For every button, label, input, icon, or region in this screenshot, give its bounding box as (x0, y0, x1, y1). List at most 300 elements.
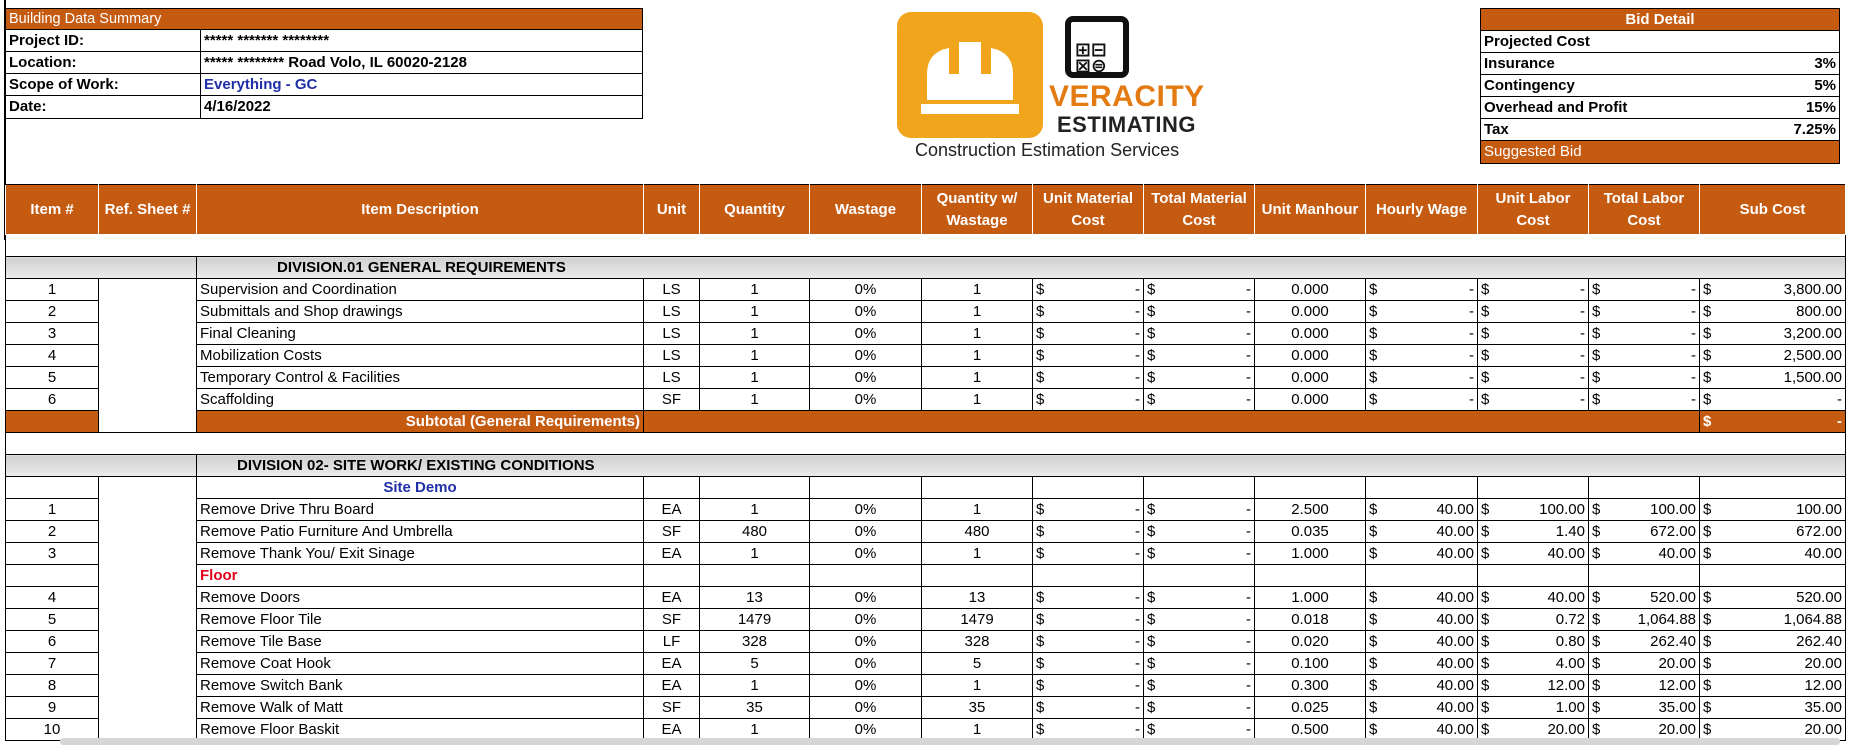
total-labor-cost-cell[interactable] (1589, 521, 1700, 543)
hourly-wage-cell[interactable] (1366, 675, 1478, 697)
hourly-wage-cell[interactable] (1366, 301, 1478, 323)
subtotal-pad[interactable] (6, 411, 99, 433)
unit-labor-cost-cell[interactable] (1478, 697, 1589, 719)
site-demo-heading[interactable]: Site Demo (197, 477, 644, 499)
unit-material-cost-cell[interactable] (1033, 609, 1144, 631)
unit-cell[interactable]: LS (644, 323, 700, 345)
hourly-wage-cell[interactable] (1366, 345, 1478, 367)
unit-material-cost-cell[interactable] (1033, 653, 1144, 675)
unit-cell[interactable]: EA (644, 675, 700, 697)
quantity-with-wastage-cell[interactable]: 1 (922, 279, 1033, 301)
item-number-cell[interactable]: 9 (6, 697, 99, 719)
sub-cost-cell[interactable] (1700, 697, 1846, 719)
empty-cell[interactable] (1366, 477, 1478, 499)
currency-symbol: $ (1036, 324, 1045, 342)
unit-cell[interactable]: EA (644, 543, 700, 565)
item-number-cell[interactable]: 2 (6, 521, 99, 543)
floor-heading[interactable]: Floor (197, 565, 644, 587)
amount: - (1246, 346, 1251, 364)
currency-value (1481, 324, 1585, 344)
unit-cell[interactable]: SF (644, 389, 700, 411)
empty-cell[interactable] (1589, 477, 1700, 499)
item-number-cell[interactable]: 6 (6, 389, 99, 411)
total-labor-cost-cell[interactable] (1589, 499, 1700, 521)
quantity-with-wastage-cell[interactable]: 1 (922, 719, 1033, 741)
sub-cost-cell[interactable] (1700, 323, 1846, 345)
wastage-cell[interactable]: 0% (810, 719, 922, 741)
unit-cell[interactable]: EA (644, 587, 700, 609)
hourly-wage-cell[interactable] (1366, 323, 1478, 345)
unit-labor-cost-cell[interactable] (1478, 301, 1589, 323)
unit-cell[interactable]: LF (644, 631, 700, 653)
unit-labor-cost-cell[interactable] (1478, 675, 1589, 697)
column-header[interactable]: Wastage (810, 185, 922, 235)
unit-manhour-cell[interactable]: 0.000 (1255, 323, 1366, 345)
sub-cost-cell[interactable] (1700, 521, 1846, 543)
unit-manhour-cell[interactable]: 0.000 (1255, 301, 1366, 323)
total-labor-cost-cell[interactable] (1589, 543, 1700, 565)
quantity-cell[interactable]: 1 (700, 543, 810, 565)
sub-cost-cell[interactable] (1700, 279, 1846, 301)
unit-labor-cost-cell[interactable] (1478, 521, 1589, 543)
total-material-cost-cell[interactable] (1144, 499, 1255, 521)
empty-cell[interactable] (1366, 565, 1478, 587)
column-header[interactable]: Quantity (700, 185, 810, 235)
quantity-with-wastage-cell[interactable]: 1 (922, 301, 1033, 323)
item-number-cell[interactable] (6, 477, 99, 499)
sub-cost-cell[interactable] (1700, 499, 1846, 521)
total-labor-cost-cell[interactable] (1589, 587, 1700, 609)
quantity-with-wastage-cell[interactable]: 1 (922, 367, 1033, 389)
column-header[interactable]: Unit Material Cost (1033, 185, 1144, 235)
ref-sheet-cell[interactable] (99, 653, 197, 675)
wastage-cell[interactable]: 0% (810, 301, 922, 323)
summary-value[interactable]: 4/16/2022 (204, 98, 271, 115)
hourly-wage-cell[interactable] (1366, 521, 1478, 543)
unit-manhour-cell[interactable]: 1.000 (1255, 543, 1366, 565)
quantity-cell[interactable]: 480 (700, 521, 810, 543)
total-labor-cost-cell[interactable] (1589, 697, 1700, 719)
ref-sheet-cell[interactable] (99, 389, 197, 411)
total-labor-cost-cell[interactable] (1589, 631, 1700, 653)
ref-sheet-cell[interactable] (99, 323, 197, 345)
description-cell[interactable]: Remove Doors (197, 587, 644, 609)
total-material-cost-cell[interactable] (1144, 389, 1255, 411)
empty-cell[interactable] (1700, 565, 1846, 587)
ref-sheet-cell[interactable] (99, 675, 197, 697)
unit-manhour-cell[interactable]: 0.000 (1255, 367, 1366, 389)
unit-material-cost-cell[interactable] (1033, 543, 1144, 565)
currency-value (1369, 302, 1474, 322)
amount: - (1246, 280, 1251, 298)
currency-value (1481, 346, 1585, 366)
wastage-cell[interactable]: 0% (810, 323, 922, 345)
hourly-wage-cell[interactable] (1366, 279, 1478, 301)
total-material-cost-cell[interactable] (1144, 301, 1255, 323)
unit-manhour-cell[interactable]: 0.100 (1255, 653, 1366, 675)
empty-cell[interactable] (1144, 565, 1255, 587)
unit-material-cost-cell[interactable] (1033, 323, 1144, 345)
currency-value (1369, 390, 1474, 410)
currency-value (1703, 588, 1842, 608)
unit-manhour-cell[interactable]: 0.500 (1255, 719, 1366, 741)
unit-labor-cost-cell[interactable] (1478, 653, 1589, 675)
description-cell[interactable]: Supervision and Coordination (197, 279, 644, 301)
unit-labor-cost-cell[interactable] (1478, 609, 1589, 631)
description-cell[interactable]: Scaffolding (197, 389, 644, 411)
quantity-cell[interactable]: 1 (700, 719, 810, 741)
quantity-cell[interactable]: 1 (700, 323, 810, 345)
unit-manhour-cell[interactable]: 0.025 (1255, 697, 1366, 719)
empty-cell[interactable] (1033, 477, 1144, 499)
item-number-cell[interactable] (6, 565, 99, 587)
empty-cell[interactable] (922, 565, 1033, 587)
sub-cost-cell[interactable] (1700, 675, 1846, 697)
description-cell[interactable]: Remove Floor Baskit (197, 719, 644, 741)
quantity-cell[interactable]: 1 (700, 675, 810, 697)
column-header[interactable]: Item # (6, 185, 99, 235)
bid-value[interactable]: 15% (1805, 99, 1836, 116)
unit-cell[interactable]: EA (644, 499, 700, 521)
quantity-with-wastage-cell[interactable]: 1 (922, 389, 1033, 411)
ref-sheet-cell[interactable] (99, 565, 197, 587)
unit-material-cost-cell[interactable] (1033, 345, 1144, 367)
unit-cell[interactable]: EA (644, 719, 700, 741)
sub-cost-cell[interactable] (1700, 367, 1846, 389)
currency-value (1592, 280, 1696, 300)
unit-manhour-cell[interactable]: 1.000 (1255, 587, 1366, 609)
unit-cell[interactable]: SF (644, 697, 700, 719)
item-number-cell[interactable]: 6 (6, 631, 99, 653)
currency-symbol: $ (1481, 522, 1490, 540)
sub-cost-cell[interactable] (1700, 543, 1846, 565)
unit-cell[interactable]: LS (644, 279, 700, 301)
empty-cell[interactable] (1700, 477, 1846, 499)
item-number-cell[interactable]: 5 (6, 609, 99, 631)
description-cell[interactable]: Submittals and Shop drawings (197, 301, 644, 323)
ref-sheet-cell[interactable] (99, 345, 197, 367)
quantity-with-wastage-cell[interactable]: 1 (922, 675, 1033, 697)
description-cell[interactable]: Remove Patio Furniture And Umbrella (197, 521, 644, 543)
ref-sheet-cell[interactable] (99, 477, 197, 499)
quantity-cell[interactable]: 13 (700, 587, 810, 609)
empty-cell[interactable] (810, 565, 922, 587)
unit-material-cost-cell[interactable] (1033, 675, 1144, 697)
ref-sheet-cell[interactable] (99, 543, 197, 565)
wastage-cell[interactable]: 0% (810, 587, 922, 609)
ref-sheet-cell[interactable] (99, 367, 197, 389)
column-header[interactable]: Hourly Wage (1366, 185, 1478, 235)
unit-manhour-cell[interactable]: 0.000 (1255, 279, 1366, 301)
wastage-cell[interactable]: 0% (810, 521, 922, 543)
unit-labor-cost-cell[interactable] (1478, 631, 1589, 653)
wastage-cell[interactable]: 0% (810, 543, 922, 565)
item-number-cell[interactable]: 10 (6, 719, 99, 741)
currency-symbol: $ (1369, 676, 1378, 694)
quantity-with-wastage-cell[interactable]: 480 (922, 521, 1033, 543)
empty-cell[interactable] (1144, 477, 1255, 499)
description-cell[interactable]: Temporary Control & Facilities (197, 367, 644, 389)
total-material-cost-cell[interactable] (1144, 323, 1255, 345)
item-number-cell[interactable]: 4 (6, 587, 99, 609)
total-labor-cost-cell[interactable] (1589, 323, 1700, 345)
sub-cost-cell[interactable] (1700, 345, 1846, 367)
wastage-cell[interactable]: 0% (810, 279, 922, 301)
hourly-wage-cell[interactable] (1366, 587, 1478, 609)
unit-cell[interactable]: SF (644, 521, 700, 543)
empty-cell[interactable] (1589, 565, 1700, 587)
summary-value[interactable]: ***** ******* ******** (204, 32, 330, 49)
unit-material-cost-cell[interactable] (1033, 389, 1144, 411)
wastage-cell[interactable]: 0% (810, 631, 922, 653)
total-material-cost-cell[interactable] (1144, 345, 1255, 367)
item-number-cell[interactable]: 1 (6, 499, 99, 521)
quantity-cell[interactable]: 1 (700, 301, 810, 323)
quantity-cell[interactable]: 1 (700, 499, 810, 521)
wastage-cell[interactable]: 0% (810, 653, 922, 675)
description-cell[interactable]: Remove Floor Tile (197, 609, 644, 631)
total-material-cost-cell[interactable] (1144, 543, 1255, 565)
ref-sheet-cell[interactable] (99, 609, 197, 631)
total-material-cost-cell[interactable] (1144, 521, 1255, 543)
subtotal-label[interactable]: Subtotal (General Requirements) (197, 411, 644, 433)
ref-sheet-cell[interactable] (99, 499, 197, 521)
hourly-wage-cell[interactable] (1366, 653, 1478, 675)
quantity-with-wastage-cell[interactable]: 35 (922, 697, 1033, 719)
ref-sheet-cell[interactable] (99, 301, 197, 323)
unit-material-cost-cell[interactable] (1033, 697, 1144, 719)
column-header[interactable]: Total Labor Cost (1589, 185, 1700, 235)
unit-cell[interactable]: LS (644, 367, 700, 389)
unit-labor-cost-cell[interactable] (1478, 367, 1589, 389)
total-labor-cost-cell[interactable] (1589, 609, 1700, 631)
description-cell[interactable]: Remove Drive Thru Board (197, 499, 644, 521)
horizontal-scrollbar[interactable] (60, 738, 1840, 745)
sub-cost-cell[interactable] (1700, 653, 1846, 675)
sub-cost-cell[interactable] (1700, 587, 1846, 609)
item-number-cell[interactable]: 3 (6, 323, 99, 345)
currency-symbol: $ (1481, 302, 1490, 320)
bid-row-projected-cost (1481, 31, 1839, 53)
unit-cell[interactable]: LS (644, 345, 700, 367)
currency-symbol: $ (1481, 720, 1490, 738)
hourly-wage-cell[interactable] (1366, 631, 1478, 653)
quantity-with-wastage-cell[interactable]: 5 (922, 653, 1033, 675)
unit-cell[interactable]: SF (644, 609, 700, 631)
ref-sheet-cell[interactable] (99, 279, 197, 301)
empty-cell[interactable] (1478, 477, 1589, 499)
description-cell[interactable]: Remove Thank You/ Exit Sinage (197, 543, 644, 565)
unit-material-cost-cell[interactable] (1033, 279, 1144, 301)
currency-value (1369, 610, 1474, 630)
description-cell[interactable]: Remove Switch Bank (197, 675, 644, 697)
unit-labor-cost-cell[interactable] (1478, 345, 1589, 367)
unit-cell[interactable]: LS (644, 301, 700, 323)
wastage-cell[interactable]: 0% (810, 609, 922, 631)
column-header[interactable]: Ref. Sheet # (99, 185, 197, 235)
description-cell[interactable]: Remove Tile Base (197, 631, 644, 653)
hourly-wage-cell[interactable] (1366, 543, 1478, 565)
empty-cell[interactable] (922, 477, 1033, 499)
unit-labor-cost-cell[interactable] (1478, 389, 1589, 411)
sub-cost-cell[interactable] (1700, 609, 1846, 631)
amount: - (1246, 632, 1251, 650)
currency-value (1369, 522, 1474, 542)
unit-material-cost-cell[interactable] (1033, 367, 1144, 389)
quantity-cell[interactable]: 328 (700, 631, 810, 653)
unit-material-cost-cell[interactable] (1033, 587, 1144, 609)
unit-labor-cost-cell[interactable] (1478, 279, 1589, 301)
wastage-cell[interactable]: 0% (810, 345, 922, 367)
quantity-with-wastage-cell[interactable]: 1 (922, 323, 1033, 345)
sub-cost-cell[interactable] (1700, 389, 1846, 411)
quantity-with-wastage-cell[interactable]: 1 (922, 345, 1033, 367)
unit-manhour-cell[interactable]: 0.020 (1255, 631, 1366, 653)
total-labor-cost-cell[interactable] (1589, 653, 1700, 675)
amount: 100.00 (1539, 500, 1585, 518)
empty-cell[interactable] (810, 477, 922, 499)
brand-name: VERACITY (1049, 80, 1205, 113)
unit-manhour-cell[interactable]: 0.000 (1255, 345, 1366, 367)
summary-value[interactable]: Everything - GC (204, 76, 318, 93)
currency-symbol: $ (1369, 698, 1378, 716)
item-number-cell[interactable]: 2 (6, 301, 99, 323)
total-material-cost-cell[interactable] (1144, 367, 1255, 389)
quantity-cell[interactable]: 1 (700, 389, 810, 411)
hourly-wage-cell[interactable] (1366, 609, 1478, 631)
quantity-with-wastage-cell[interactable]: 1 (922, 499, 1033, 521)
unit-material-cost-cell[interactable] (1033, 521, 1144, 543)
currency-value (1147, 280, 1251, 300)
unit-manhour-cell[interactable]: 0.018 (1255, 609, 1366, 631)
total-material-cost-cell[interactable] (1144, 631, 1255, 653)
bid-value[interactable]: 3% (1814, 55, 1836, 72)
item-number-cell[interactable]: 5 (6, 367, 99, 389)
item-number-cell[interactable]: 3 (6, 543, 99, 565)
quantity-cell[interactable]: 1479 (700, 609, 810, 631)
total-labor-cost-cell[interactable] (1589, 279, 1700, 301)
wastage-cell[interactable]: 0% (810, 675, 922, 697)
hourly-wage-cell[interactable] (1366, 499, 1478, 521)
amount: 40.00 (1436, 522, 1474, 540)
summary-value[interactable]: ***** ******** Road Volo, IL 60020-2128 (204, 54, 467, 71)
quantity-with-wastage-cell[interactable]: 13 (922, 587, 1033, 609)
unit-manhour-cell[interactable]: 0.300 (1255, 675, 1366, 697)
ref-sheet-cell[interactable] (99, 697, 197, 719)
total-labor-cost-cell[interactable] (1589, 367, 1700, 389)
hourly-wage-cell[interactable] (1366, 389, 1478, 411)
unit-material-cost-cell[interactable] (1033, 301, 1144, 323)
item-number-cell[interactable]: 4 (6, 345, 99, 367)
amount: - (1691, 346, 1696, 364)
subtotal-value-cell[interactable] (1700, 411, 1846, 433)
total-material-cost-cell[interactable] (1144, 279, 1255, 301)
hourly-wage-cell[interactable] (1366, 367, 1478, 389)
ref-sheet-cell[interactable] (99, 587, 197, 609)
column-header[interactable]: Sub Cost (1700, 185, 1846, 235)
sub-cost-cell[interactable] (1700, 301, 1846, 323)
column-header[interactable]: Item Description (197, 185, 644, 235)
empty-cell[interactable] (644, 477, 700, 499)
description-cell[interactable]: Final Cleaning (197, 323, 644, 345)
total-labor-cost-cell[interactable] (1589, 345, 1700, 367)
column-header[interactable]: Unit Labor Cost (1478, 185, 1589, 235)
empty-cell[interactable] (1255, 477, 1366, 499)
currency-symbol: $ (1147, 522, 1156, 540)
wastage-cell[interactable]: 0% (810, 367, 922, 389)
unit-manhour-cell[interactable]: 0.035 (1255, 521, 1366, 543)
unit-manhour-cell[interactable]: 0.000 (1255, 389, 1366, 411)
ref-sheet-cell[interactable] (99, 411, 197, 433)
total-material-cost-cell[interactable] (1144, 587, 1255, 609)
quantity-cell[interactable]: 5 (700, 653, 810, 675)
wastage-cell[interactable]: 0% (810, 697, 922, 719)
bid-value[interactable]: 5% (1814, 77, 1836, 94)
column-header[interactable]: Quantity w/ Wastage (922, 185, 1033, 235)
quantity-cell[interactable]: 35 (700, 697, 810, 719)
wastage-cell[interactable]: 0% (810, 389, 922, 411)
empty-cell[interactable] (1255, 565, 1366, 587)
bid-value[interactable]: 7.25% (1793, 121, 1836, 138)
total-material-cost-cell[interactable] (1144, 609, 1255, 631)
unit-material-cost-cell[interactable] (1033, 499, 1144, 521)
quantity-cell[interactable]: 1 (700, 279, 810, 301)
quantity-with-wastage-cell[interactable]: 1 (922, 543, 1033, 565)
currency-value (1592, 654, 1696, 674)
table-row (6, 389, 1846, 411)
unit-manhour-cell[interactable]: 2.500 (1255, 499, 1366, 521)
description-cell[interactable]: Remove Walk of Matt (197, 697, 644, 719)
column-header[interactable]: Unit Manhour (1255, 185, 1366, 235)
empty-cell[interactable] (700, 565, 810, 587)
ref-sheet-cell[interactable] (99, 521, 197, 543)
empty-cell[interactable] (1033, 565, 1144, 587)
item-number-cell[interactable]: 8 (6, 675, 99, 697)
unit-material-cost-cell[interactable] (1033, 631, 1144, 653)
ref-sheet-cell[interactable] (99, 631, 197, 653)
empty-cell[interactable] (700, 477, 810, 499)
empty-cell[interactable] (1478, 565, 1589, 587)
description-cell[interactable]: Remove Coat Hook (197, 653, 644, 675)
currency-value (1481, 632, 1585, 652)
quantity-cell[interactable]: 1 (700, 345, 810, 367)
item-number-cell[interactable]: 1 (6, 279, 99, 301)
total-labor-cost-cell[interactable] (1589, 301, 1700, 323)
total-material-cost-cell[interactable] (1144, 653, 1255, 675)
currency-symbol: $ (1369, 610, 1378, 628)
unit-labor-cost-cell[interactable] (1478, 587, 1589, 609)
sub-cost-cell[interactable] (1700, 631, 1846, 653)
quantity-with-wastage-cell[interactable]: 328 (922, 631, 1033, 653)
total-material-cost-cell[interactable] (1144, 697, 1255, 719)
unit-cell[interactable]: EA (644, 653, 700, 675)
column-header[interactable]: Total Material Cost (1144, 185, 1255, 235)
description-cell[interactable]: Mobilization Costs (197, 345, 644, 367)
unit-labor-cost-cell[interactable] (1478, 499, 1589, 521)
wastage-cell[interactable]: 0% (810, 499, 922, 521)
empty-cell[interactable] (644, 565, 700, 587)
column-header[interactable]: Unit (644, 185, 700, 235)
total-material-cost-cell[interactable] (1144, 675, 1255, 697)
unit-labor-cost-cell[interactable] (1478, 323, 1589, 345)
unit-labor-cost-cell[interactable] (1478, 543, 1589, 565)
hourly-wage-cell[interactable] (1366, 697, 1478, 719)
total-labor-cost-cell[interactable] (1589, 675, 1700, 697)
quantity-cell[interactable]: 1 (700, 367, 810, 389)
quantity-with-wastage-cell[interactable]: 1479 (922, 609, 1033, 631)
total-labor-cost-cell[interactable] (1589, 389, 1700, 411)
item-number-cell[interactable]: 7 (6, 653, 99, 675)
